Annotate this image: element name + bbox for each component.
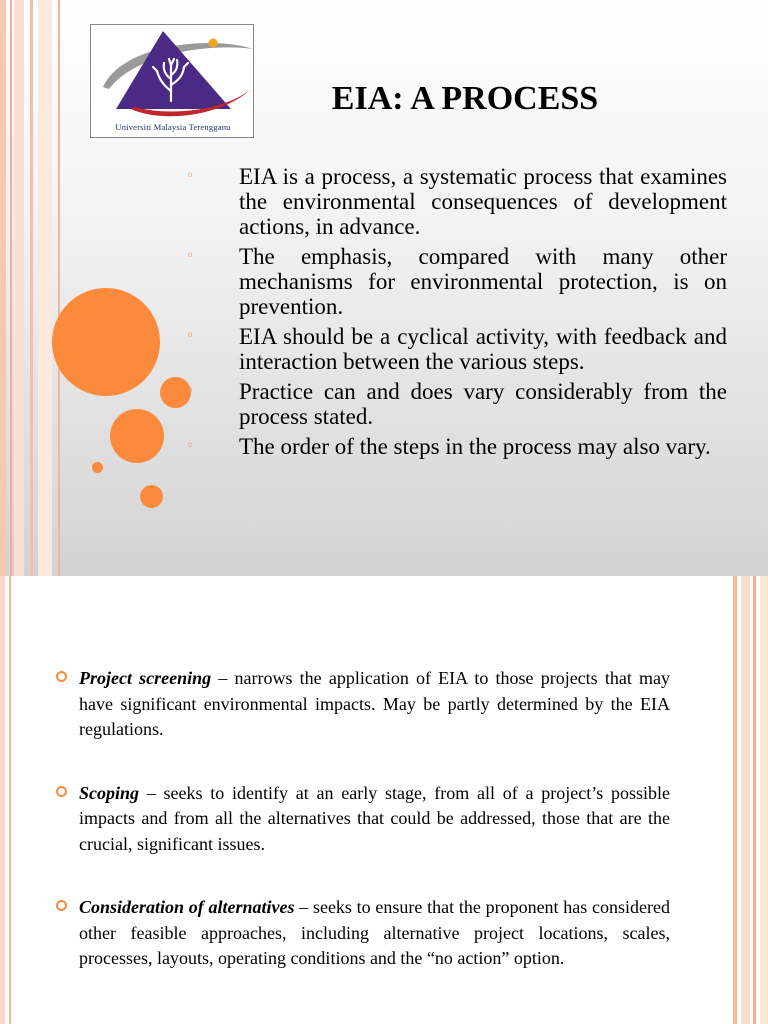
step-term: Consideration of alternatives — [79, 897, 295, 917]
decor-stripe — [30, 0, 33, 576]
bullet-icon: ◦ — [186, 328, 195, 344]
decor-stripe — [741, 576, 750, 1024]
bullet-text: EIA is a process, a systematic process that examines the environmental consequences of development actions, in advance. — [239, 164, 727, 239]
slide-2 — [0, 576, 768, 1024]
list-item — [56, 895, 670, 972]
step-term: Project screening — [79, 668, 212, 688]
decor-stripe — [10, 0, 12, 576]
list-item — [56, 666, 670, 743]
decor-circle — [92, 462, 103, 473]
decor-stripe — [14, 0, 24, 576]
step-term: Scoping — [79, 782, 140, 803]
bullet-text: EIA should be a cyclical activity, with feedback and interaction between the various steps. — [239, 324, 727, 374]
decor-stripe — [760, 576, 768, 1024]
list-item — [186, 324, 727, 374]
bullet-text: Practice can and does vary considerably from the process stated. — [239, 379, 727, 429]
bullet-text: The emphasis, compared with many other mechanisms for environmental protection, is on prevention. — [239, 244, 727, 319]
decor-stripe — [733, 576, 737, 1024]
bullet-icon: ◦ — [186, 383, 195, 399]
list-item — [186, 434, 727, 459]
decor-stripe — [58, 0, 60, 576]
bullet-text: The order of the steps in the process may also vary. — [239, 434, 711, 459]
slide2-step-list — [56, 666, 670, 1010]
bullet-icon: ◦ — [186, 248, 195, 264]
decor-stripe — [0, 0, 6, 576]
decor-circle — [110, 409, 164, 463]
slide-title: EIA: A PROCESS — [331, 80, 599, 117]
logo-caption: Universiti Malaysia Terengganu — [115, 122, 231, 132]
list-item — [186, 164, 727, 239]
bullet-icon: ◦ — [186, 438, 195, 454]
step-description: – narrows the application of EIA to those projects that may have significant environmental impacts. May be partly determined by the EIA regulations. — [79, 668, 671, 739]
decor-stripe — [753, 576, 756, 1024]
decor-stripe — [38, 0, 52, 576]
step-description: – seeks to ensure that the proponent has considered other feasible approaches, including alternative project locations, scales, processes, layouts, operating conditions and the “no action” option. — [79, 897, 670, 968]
decor-circle — [140, 485, 163, 508]
ring-bullet-icon — [56, 671, 67, 682]
ring-bullet-icon — [56, 900, 67, 911]
slide1-bullet-list — [186, 164, 727, 464]
list-item — [56, 781, 670, 858]
decor-stripe — [9, 576, 11, 1024]
bullet-icon: ◦ — [186, 168, 195, 184]
list-item — [186, 379, 727, 429]
list-item — [186, 244, 727, 319]
decor-circle — [52, 288, 160, 396]
decor-stripe — [0, 576, 5, 1024]
step-description: – seeks to identify at an early stage, from all of a project’s possible impacts and from all the alternatives that could be addressed, those that are the crucial, significant issues. — [79, 782, 670, 854]
university-logo — [90, 24, 254, 138]
ring-bullet-icon — [56, 786, 67, 797]
